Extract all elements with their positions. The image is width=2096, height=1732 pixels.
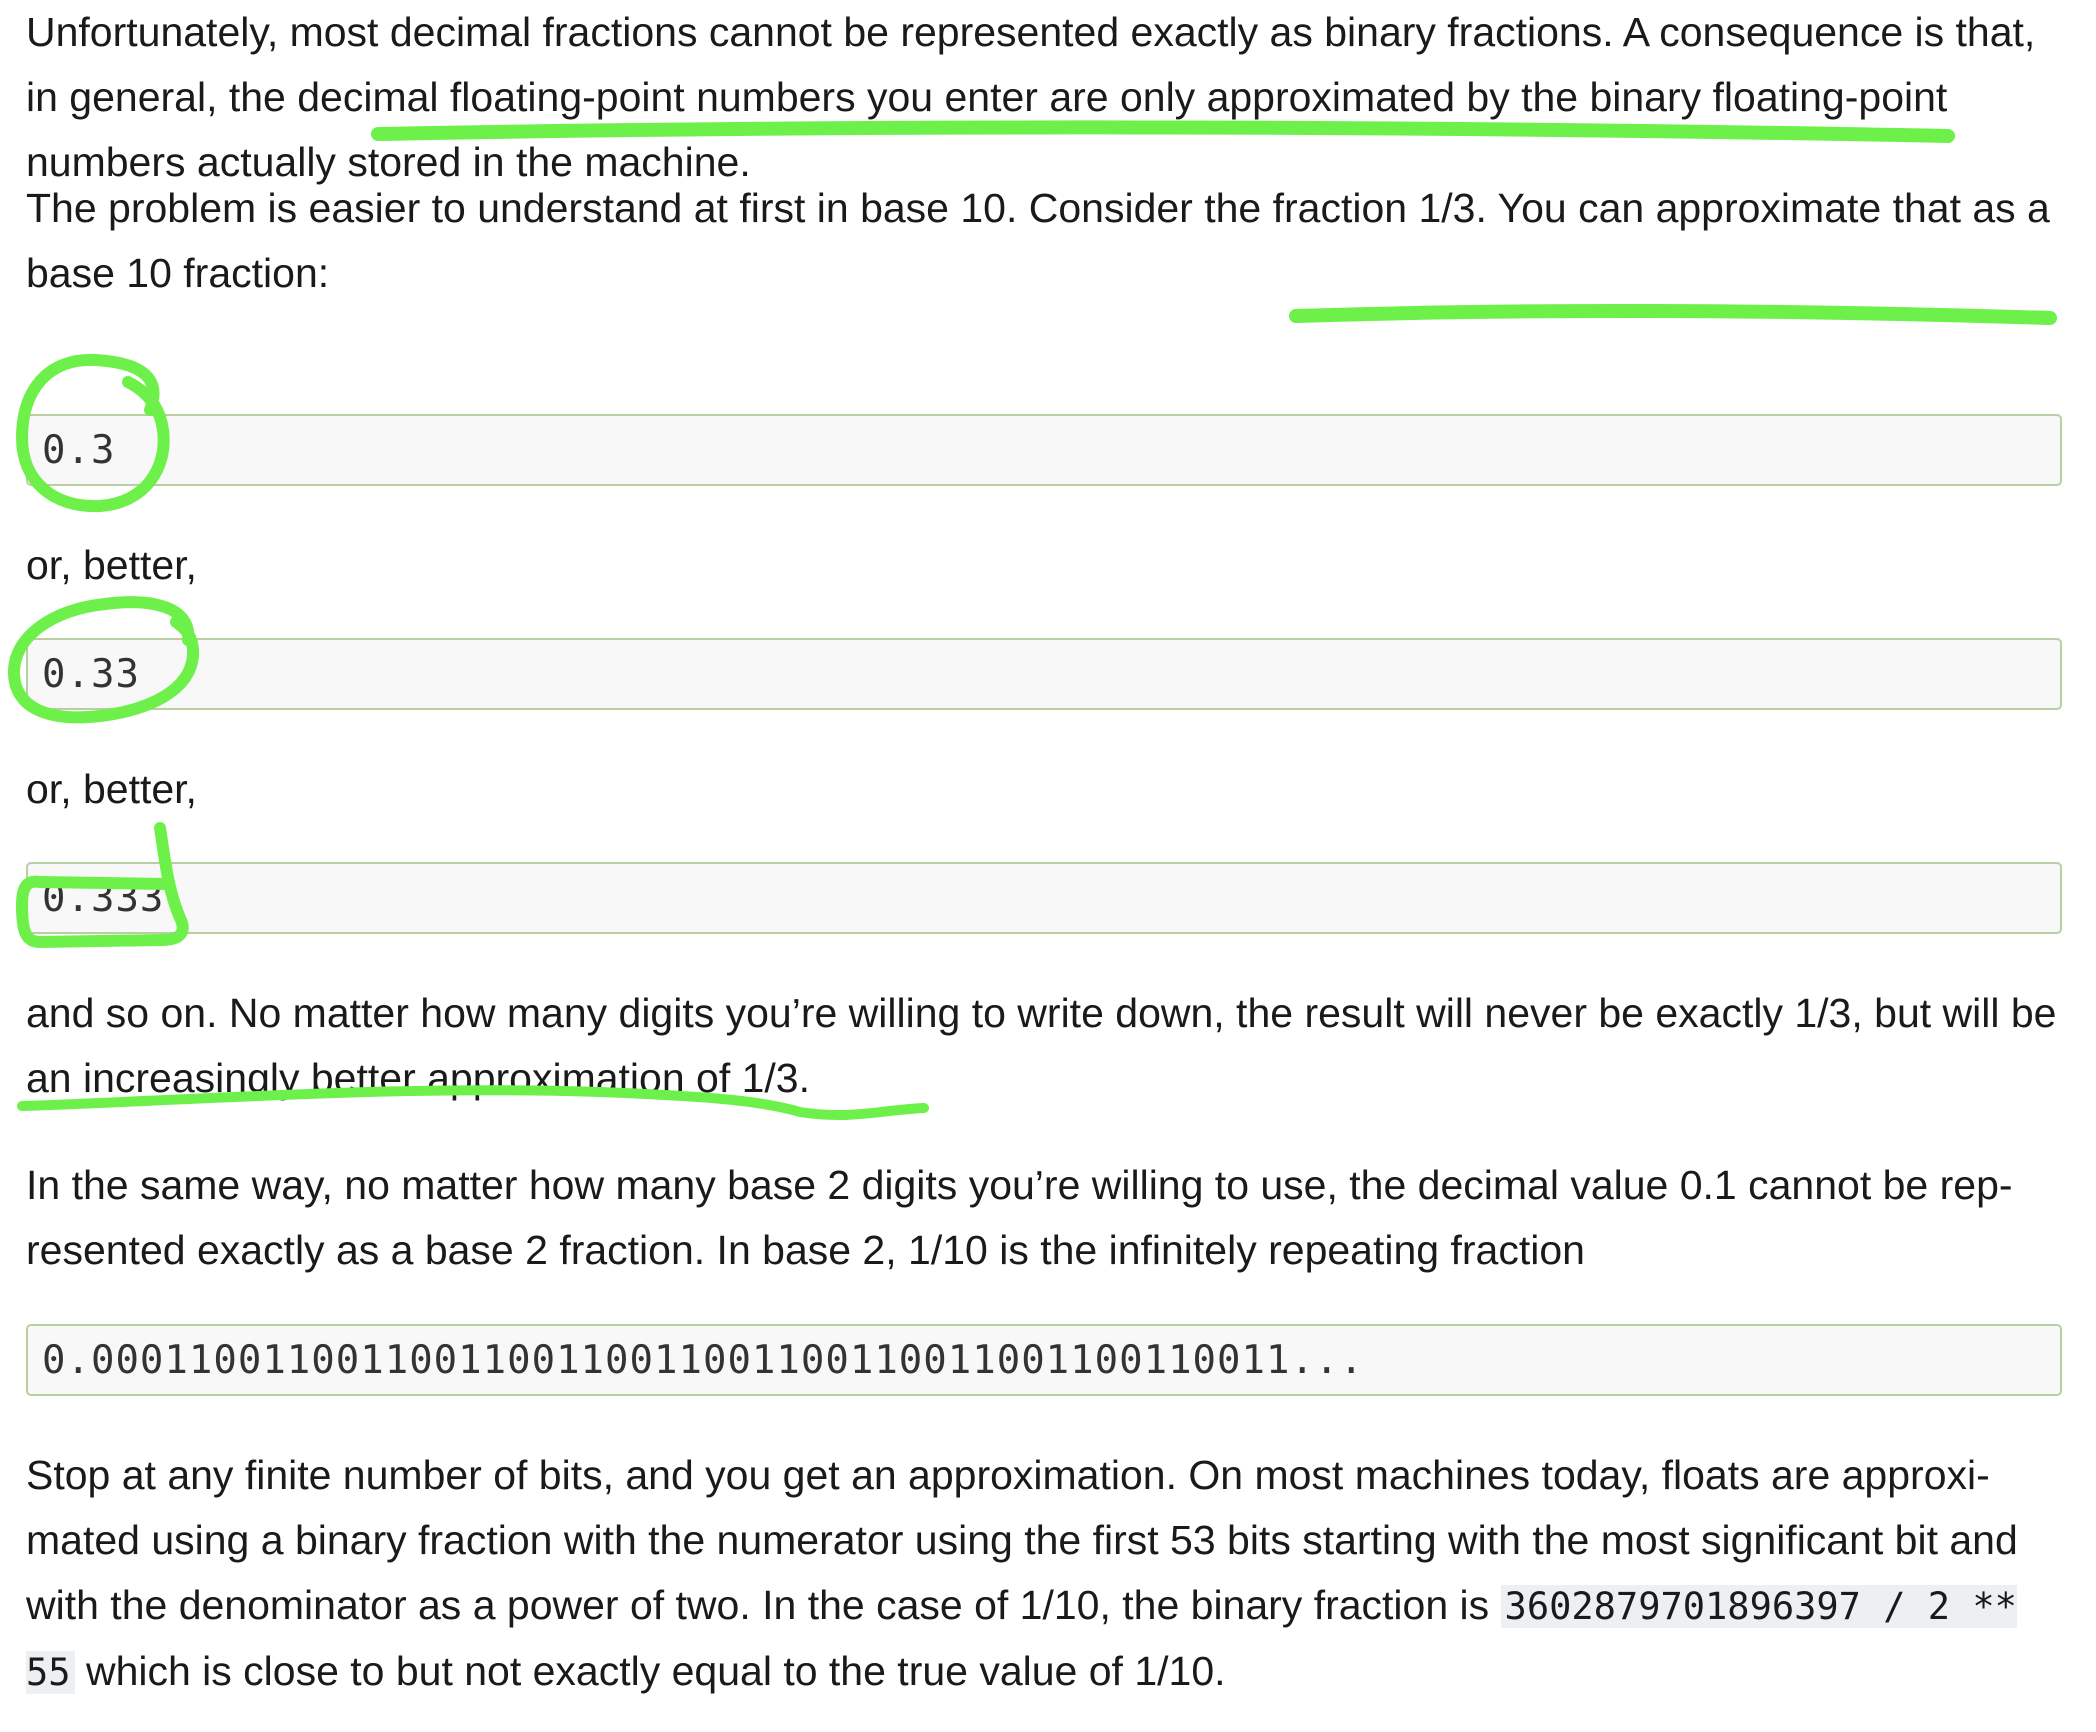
paragraph-finite-bits-tail: which is close to but not exactly equal to the true value of 1/10. [74,1648,1226,1694]
code-block-0-333 [26,862,2062,934]
underline-fraction-approximate [1296,311,2050,318]
paragraph-binary-fractions: Unfortunately, most decimal fractions cannot be represented exactly as binary fractions. A consequence is that, in general, the decimal floating-point numbers you enter are only approximated by the binary floating-point numbers actually stored in the machine. [26,9,2036,185]
code-text: 0.0001100110011001100110011001100110011001100110011... [42,1338,1364,1383]
paragraph-base-2: In the same way, no matter how many base 2 digits you’re willing to use, the decimal value 0.1 cannot be represented exactly as a base 2 fraction. In base 2, 1/10 is the infinitely repeating fraction [26,1162,2013,1273]
paragraph-base-10: The problem is easier to understand at first in base 10. Consider the fraction 1/3. You can approximate that as a base 10 fraction: [26,185,2050,296]
code-text: 0.3 [42,428,116,473]
code-block-binary-repeating [26,1324,2062,1396]
paragraph-and-so-on: and so on. No matter how many digits you’re willing to write down, the result will never be exactly 1/3, but will be an increasingly better approximation of 1/3. [26,990,2057,1101]
code-block-0-3 [26,414,2062,486]
code-text: 0.33 [42,652,140,697]
paragraph-finite-bits [26,1443,2066,1705]
text-or-better-2: or, better, [26,766,197,812]
code-text: 0.333 [42,876,165,921]
text-or-better-1: or, better, [26,542,197,588]
inline-code-fraction: 3602879701896397 / 2 ** 55 [26,1585,2017,1694]
code-block-0-33 [26,638,2062,710]
paragraph-finite-bits-text: Stop at any finite number of bits, and you get an approximation. On most machines today, floats are approximated using a binary fraction with the numerator using the first 53 bits starting with the most significant bit and with the denominator as a power of two. In the case of 1/10, the binary fraction is [26,1452,2018,1628]
